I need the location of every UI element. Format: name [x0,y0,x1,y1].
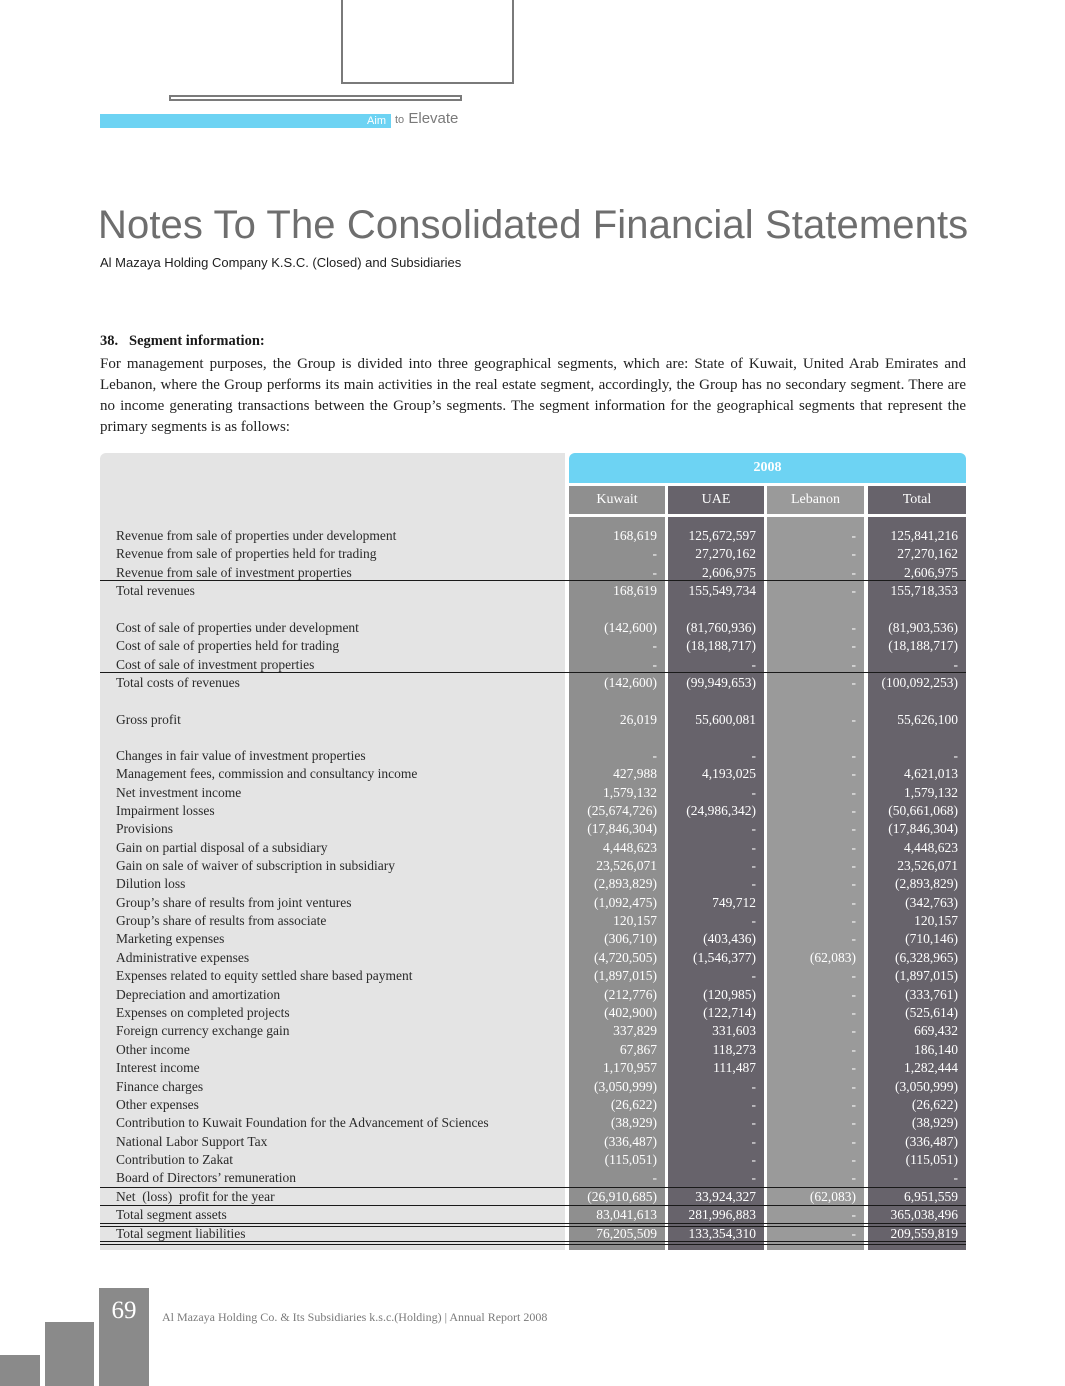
table-cell-kuwait: 120,157 [613,913,657,928]
row-label: Administrative expenses [116,950,250,965]
row-label: Gain on sale of waiver of subscription in subsidiary [116,858,395,873]
row-label: Net (loss) profit for the year [116,1189,275,1204]
table-cell-total: (3,050,999) [895,1079,958,1094]
section-heading: 38. Segment information: [100,333,265,349]
table-cell-lebanon: - [851,546,856,561]
table-cell-total: (1,897,015) [895,968,958,983]
table-cell-total: - [953,1170,958,1185]
table-cell-lebanon: - [851,528,856,543]
table-cell-lebanon: (62,083) [809,950,856,965]
table-cell-uae: - [751,968,756,983]
table-cell-kuwait: 76,205,509 [596,1226,657,1241]
row-label: Cost of sale of investment properties [116,657,315,672]
row-label: Management fees, commission and consultancy income [116,766,418,781]
row-label: Gain on partial disposal of a subsidiary [116,840,328,855]
row-label: Revenue from sale of properties held for trading [116,546,377,561]
table-cell-total: (710,146) [905,931,958,946]
table-cell-total: - [953,748,958,763]
table-cell-total: 6,951,559 [904,1189,958,1204]
table-cell-total: 209,559,819 [890,1226,958,1241]
table-cell-lebanon: (62,083) [809,1189,856,1204]
table-cell-lebanon: - [851,1134,856,1149]
table-cell-lebanon: - [851,1170,856,1185]
row-label: Other income [116,1042,190,1057]
table-cell-total: (17,846,304) [888,821,958,836]
row-label: Expenses on completed projects [116,1005,290,1020]
table-cell-total: 125,841,216 [890,528,958,543]
section-text: For management purposes, the Group is divided into three geographical segments, which are: State of Kuwait, United Arab Emirates and Lebanon, where the Group performs its main activities in the real estate segment, accordingly, the Group has no secondary segment. There are no income generating transactions between the Group’s segments. The segment information for the geographical segments that represent the primary segments is as follows: [100,356,966,435]
table-cell-lebanon: - [851,657,856,672]
table-cell-lebanon: - [851,785,856,800]
tagline-elevate: Elevate [408,110,459,127]
table-cell-kuwait: 337,829 [613,1023,657,1038]
table-cell-total: 186,140 [914,1042,958,1057]
table-cell-kuwait: (4,720,505) [594,950,657,965]
column-header-lebanon: Lebanon [791,492,840,507]
footer-text: Al Mazaya Holding Co. & Its Subsidiaries k.s.c.(Holding) | Annual Report 2008 [162,1310,548,1324]
table-cell-kuwait: (26,910,685) [587,1189,657,1204]
table-cell-kuwait: 427,988 [613,766,657,781]
column-header-uae: UAE [701,492,731,507]
table-cell-total: 155,718,353 [890,583,958,598]
table-cell-total: (26,622) [911,1097,958,1112]
table-cell-total: (115,051) [905,1152,958,1167]
table-cell-lebanon: - [851,1226,856,1241]
table-cell-total: (50,661,068) [888,803,958,818]
table-cell-kuwait: (17,846,304) [587,821,657,836]
row-label: Total costs of revenues [116,675,240,690]
row-label: Provisions [116,821,174,836]
table-cell-uae: (99,949,653) [686,675,756,690]
table-cell-lebanon: - [851,1097,856,1112]
table-cell-lebanon: - [851,931,856,946]
row-label: Depreciation and amortization [116,987,281,1002]
table-cell-uae: (403,436) [703,931,756,946]
table-cell-lebanon: - [851,821,856,836]
table-cell-lebanon: - [851,748,856,763]
table-cell-kuwait: (212,776) [604,987,657,1002]
row-label: Interest income [116,1060,200,1075]
footer-block-small [0,1355,40,1386]
table-cell-kuwait: - [652,748,657,763]
table-cell-uae: 27,270,162 [695,546,756,561]
table-cell-kuwait: 23,526,071 [596,858,657,873]
row-label: Contribution to Zakat [116,1152,233,1167]
row-label: Impairment losses [116,803,215,818]
table-cell-total: 1,282,444 [904,1060,958,1075]
table-cell-uae: - [751,1170,756,1185]
table-cell-uae: 133,354,310 [688,1226,756,1241]
table-cell-uae: 118,273 [712,1042,756,1057]
tagline-to: to [395,114,405,126]
page-title: Notes To The Consolidated Financial Statements [98,203,969,247]
table-cell-kuwait: 26,019 [619,712,657,727]
table-cell-uae: 33,924,327 [695,1189,756,1204]
table-cell-uae: 111,487 [713,1060,756,1075]
table-cell-uae: - [751,1134,756,1149]
table-cell-kuwait: (142,600) [604,620,657,635]
footer-block-medium [45,1322,94,1386]
table-cell-total: 1,579,132 [904,785,958,800]
row-label: National Labor Support Tax [116,1134,268,1149]
table-cell-uae: (24,986,342) [686,803,756,818]
row-label: Gross profit [116,712,181,727]
table-cell-total: (342,763) [905,895,958,910]
table-cell-uae: (120,985) [703,987,756,1002]
table-cell-lebanon: - [851,1060,856,1075]
table-cell-kuwait: (2,893,829) [594,876,657,891]
table-cell-lebanon: - [851,913,856,928]
table-cell-lebanon: - [851,620,856,635]
table-cell-total: (38,929) [911,1115,958,1130]
table-cell-total: 27,270,162 [897,546,958,561]
table-cell-total: (336,487) [905,1134,958,1149]
table-cell-lebanon: - [851,1042,856,1057]
table-cell-kuwait: 168,619 [613,528,657,543]
table-cell-total: 365,038,496 [890,1207,958,1222]
table-cell-uae: 4,193,025 [702,766,756,781]
row-label: Total segment assets [116,1207,227,1222]
table-cell-uae: 281,996,883 [688,1207,756,1222]
tagline-aim: Aim [367,115,386,127]
row-label: Finance charges [116,1079,204,1094]
table-cell-kuwait: - [652,565,657,580]
table-cell-kuwait: (1,897,015) [594,968,657,983]
table-cell-total: 2,606,975 [904,565,958,580]
row-label: Expenses related to equity settled share based payment [116,968,413,983]
table-cell-uae: 749,712 [712,895,756,910]
row-label: Revenue from sale of properties under development [116,528,397,543]
row-label: Contribution to Kuwait Foundation for the Advancement of Sciences [116,1115,489,1130]
table-cell-lebanon: - [851,675,856,690]
table-cell-uae: (18,188,717) [686,638,756,653]
table-cell-uae: - [751,1079,756,1094]
table-cell-uae: 155,549,734 [688,583,756,598]
row-label: Revenue from sale of investment properties [116,565,352,580]
table-cell-uae: - [751,913,756,928]
table-cell-kuwait: (336,487) [604,1134,657,1149]
table-cell-lebanon: - [851,766,856,781]
table-cell-total: (2,893,829) [895,876,958,891]
row-label: Total revenues [116,583,195,598]
row-label: Cost of sale of properties held for trading [116,638,340,653]
table-cell-total: 23,526,071 [897,858,958,873]
table-rule [100,1244,966,1245]
row-label: Group’s share of results from associate [116,913,327,928]
year-header: 2008 [753,460,782,475]
table-cell-uae: 55,600,081 [695,712,756,727]
table-cell-kuwait: (142,600) [604,675,657,690]
table-cell-total: 4,448,623 [904,840,958,855]
table-cell-kuwait: - [652,638,657,653]
table-cell-lebanon: - [851,876,856,891]
table-cell-uae: - [751,1097,756,1112]
table-cell-kuwait: - [652,546,657,561]
row-label: Group’s share of results from joint ventures [116,895,352,910]
table-cell-lebanon: - [851,895,856,910]
table-cell-lebanon: - [851,712,856,727]
table-cell-lebanon: - [851,803,856,818]
header-decoration-box [341,0,514,84]
table-cell-lebanon: - [851,968,856,983]
table-cell-uae: 331,603 [712,1023,756,1038]
table-cell-lebanon: - [851,1023,856,1038]
table-cell-uae: - [751,876,756,891]
table-cell-kuwait: (25,674,726) [587,803,657,818]
table-cell-uae: 2,606,975 [702,565,756,580]
table-cell-uae: (1,546,377) [693,950,756,965]
table-cell-kuwait: (38,929) [610,1115,657,1130]
table-cell-kuwait: (306,710) [604,931,657,946]
table-cell-uae: - [751,821,756,836]
row-label: Net investment income [116,785,242,800]
column-header-total: Total [902,492,932,507]
table-cell-total: (333,761) [905,987,958,1002]
table-cell-lebanon: - [851,840,856,855]
table-cell-kuwait: (1,092,475) [594,895,657,910]
table-cell-uae: - [751,1152,756,1167]
table-cell-uae: 125,672,597 [688,528,756,543]
row-label: Total segment liabilities [116,1226,246,1241]
table-cell-lebanon: - [851,858,856,873]
table-cell-uae: - [751,657,756,672]
table-cell-total: (81,903,536) [888,620,958,635]
table-cell-kuwait: 1,579,132 [603,785,657,800]
table-cell-uae: (81,760,936) [686,620,756,635]
table-cell-kuwait: (26,622) [610,1097,657,1112]
page-subtitle: Al Mazaya Holding Company K.S.C. (Closed) and Subsidiaries [100,255,462,270]
table-cell-kuwait: 4,448,623 [603,840,657,855]
table-cell-kuwait: (115,051) [604,1152,657,1167]
table-cell-lebanon: - [851,638,856,653]
table-cell-lebanon: - [851,987,856,1002]
row-label: Changes in fair value of investment properties [116,748,366,763]
table-cell-uae: - [751,748,756,763]
table-cell-total: 4,621,013 [904,766,958,781]
row-label: Marketing expenses [116,931,225,946]
table-cell-total: - [953,657,958,672]
table-cell-kuwait: (3,050,999) [594,1079,657,1094]
table-cell-total: (100,092,253) [881,675,958,690]
row-label: Board of Directors’ remuneration [116,1170,297,1185]
row-label: Foreign currency exchange gain [116,1023,290,1038]
table-cell-lebanon: - [851,1115,856,1130]
table-cell-total: 120,157 [914,913,958,928]
row-label: Dilution loss [116,876,186,891]
table-cell-total: 55,626,100 [897,712,958,727]
row-label: Cost of sale of properties under development [116,620,359,635]
table-cell-uae: - [751,858,756,873]
table-cell-uae: - [751,1115,756,1130]
table-cell-total: (18,188,717) [888,638,958,653]
table-cell-kuwait: 1,170,957 [603,1060,657,1075]
table-cell-total: (6,328,965) [895,950,958,965]
table-cell-lebanon: - [851,1005,856,1020]
table-cell-kuwait: - [652,1170,657,1185]
table-cell-kuwait: - [652,657,657,672]
table-cell-kuwait: 67,867 [619,1042,657,1057]
tagline [395,110,458,127]
table-cell-lebanon: - [851,1079,856,1094]
header-decoration-bar [169,95,462,101]
table-cell-kuwait: 83,041,613 [596,1207,657,1222]
page-number: 69 [111,1297,137,1324]
table-cell-kuwait: 168,619 [613,583,657,598]
table-cell-uae: - [751,785,756,800]
row-label: Other expenses [116,1097,199,1112]
table-cell-lebanon: - [851,583,856,598]
table-cell-kuwait: (402,900) [604,1005,657,1020]
column-header-kuwait: Kuwait [596,492,638,507]
table-cell-uae: (122,714) [703,1005,756,1020]
table-cell-lebanon: - [851,565,856,580]
table-cell-total: 669,432 [914,1023,958,1038]
table-cell-lebanon: - [851,1207,856,1222]
table-cell-lebanon: - [851,1152,856,1167]
table-cell-total: (525,614) [905,1005,958,1020]
table-cell-uae: - [751,840,756,855]
